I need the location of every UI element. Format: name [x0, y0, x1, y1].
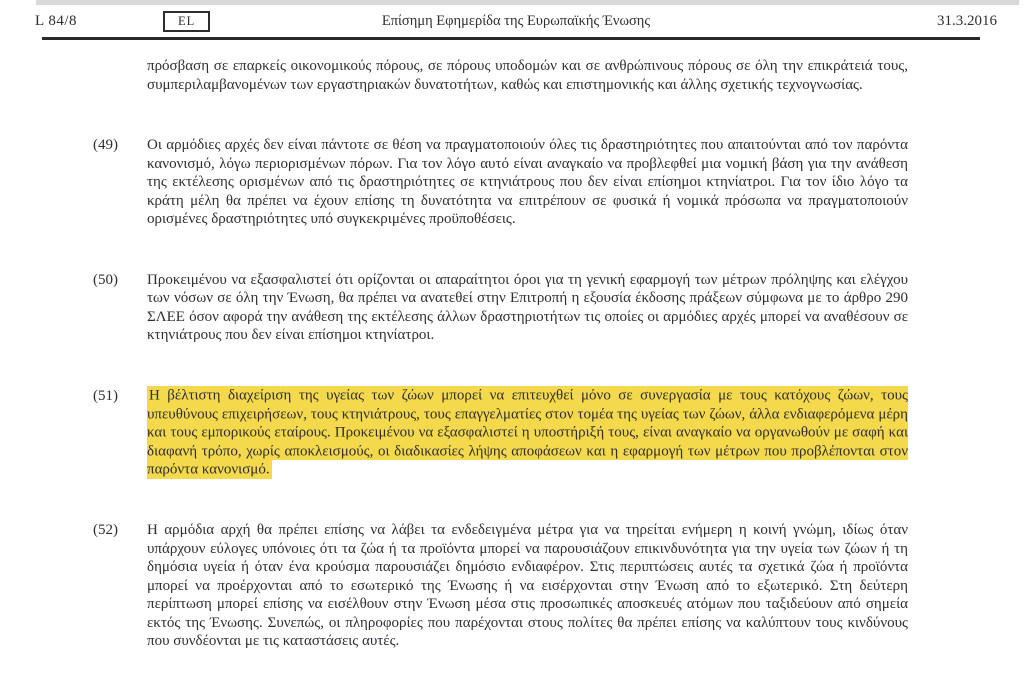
paragraph-text: πρόσβαση σε επαρκείς οικονομικούς πόρους, σε πόρους υποδομών και σε ανθρώπινους πόρους σε όλη την επικράτειά τους, συμπεριλαμβανομένων των εργαστηριακών δυνατοτήτων, καθώς και επιστημονικής και άλλης σχετικής τεχνογνωσίας.: [147, 58, 908, 93]
journal-title: Επίσημη Εφημερίδα της Ευρωπαϊκής Ένωσης: [381, 13, 651, 29]
paragraph-51: [93, 387, 908, 480]
paragraph-50: [93, 271, 908, 345]
journal-date: 31.3.2016: [937, 13, 997, 29]
previous-page-edge: [36, 0, 1019, 5]
document-body: [93, 57, 908, 651]
paragraph-text: Οι αρμόδιες αρχές δεν είναι πάντοτε σε θέση να πραγματοποιούν όλες τις δραστηριότητες που απαιτούνται από τον παρόντα κανονισμό, λόγω περιορισμένων πόρων. Για τον λόγο αυτό είναι αναγκαίο να προβλεφθεί μια νομική βάση για την ανάθεση της εκτέλεσης ορισμένων από τις δραστηριότητες σε κτηνιάτρους που δεν είναι επίσημοι κτηνίατροι. Για τον ίδιο λόγο τα κράτη μέλη θα πρέπει να έχουν επίσης τη δυνατότητα να επιτρέπουν σε φυσικά ή νομικά πρόσωπα να πραγματοποιούν ορισμένες δραστηριότητες υπό συγκεκριμένες προϋποθέσεις.: [147, 137, 908, 227]
paragraph-text-highlighted: Η βέλτιστη διαχείριση της υγείας των ζώων μπορεί να επιτευχθεί μόνο σε συνεργασία με τους κατόχους ζώων, τους υπευθύνους επιχειρήσεων, τους κτηνιάτρους, τους επαγγελματίες στον τομέα της υγείας των ζώων, άλλα ενδιαφερόμενα μέρη και τους εμπορικούς εταίρους. Προκειμένου να εξασφαλιστεί η υποστήριξή τους, είναι αναγκαίο να οργανωθούν με σαφή και διαφανή τρόπο, χωρίς αποκλεισμούς, οι διαδικασίες λήψης αποφάσεων και η εφαρμογή των μέτρων που προβλέπονται στον παρόντα κανονισμό.: [147, 387, 908, 478]
paragraph-number: (50): [93, 271, 118, 288]
language-badge: EL: [163, 11, 210, 32]
paragraph-52: [93, 521, 908, 651]
paragraph-continuation: [147, 57, 908, 94]
paragraph-text: Προκειμένου να εξασφαλιστεί ότι ορίζονται οι απαραίτητοι όροι για τη γενική εφαρμογή των μέτρων πρόληψης και ελέγχου των νόσων σε όλη την Ένωση, θα πρέπει να ανατεθεί στην Επιτροπή η εξουσία έκδοσης πράξεων σύμφωνα με το άρθρο 290 ΣΛΕΕ όσον αφορά την ανάθεση της εκτέλεσης άλλων δραστηριοτήτων τις οποίες οι αρμόδιες αρχές μπορεί να αναθέσουν σε κτηνιάτρους που δεν είναι επίσημοι κτηνίατροι.: [147, 271, 908, 343]
journal-issue-number: L 84/8: [35, 13, 78, 29]
paragraph-text: Η αρμόδια αρχή θα πρέπει επίσης να λάβει τα ενδεδειγμένα μέτρα για να τηρείται ενήμερη η κοινή γνώμη, ιδίως όταν υπάρχουν εύλογες υπόνοιες ότι τα ζώα ή τα προϊόντα μπορεί να παρουσιάζουν επικινδυνότητα για την υγεία των ζώων ή τη δημόσια υγεία ή όταν ένα κρούσμα παρουσιάζει δημόσιο ενδιαφέρον. Στις περιπτώσεις αυτές τα σχετικά ζώα ή προϊόντα μπορεί να προέρχονται από το εσωτερικό της Ένωσης ή να εισέρχονται στην Ένωση από το εξωτερικό. Στη δεύτερη περίπτωση μπορεί επίσης να εισέλθουν στην Ένωση μέσα στις προσωπικές αποσκευές ατόμων που ταξιδεύουν από σημεία εκτός της Ένωσης. Συνεπώς, οι πληροφορίες που παρέχονται στους πολίτες θα πρέπει επίσης να καλύπτουν τους κινδύνους που συνδέονται με τις καταστάσεις αυτές.: [147, 522, 908, 649]
paragraph-49: [93, 136, 908, 229]
paragraph-number: (51): [93, 387, 118, 404]
header-rule: [42, 37, 980, 40]
page-header: [35, 10, 997, 34]
paragraph-number: (49): [93, 137, 118, 153]
paragraph-number: (52): [93, 522, 118, 538]
